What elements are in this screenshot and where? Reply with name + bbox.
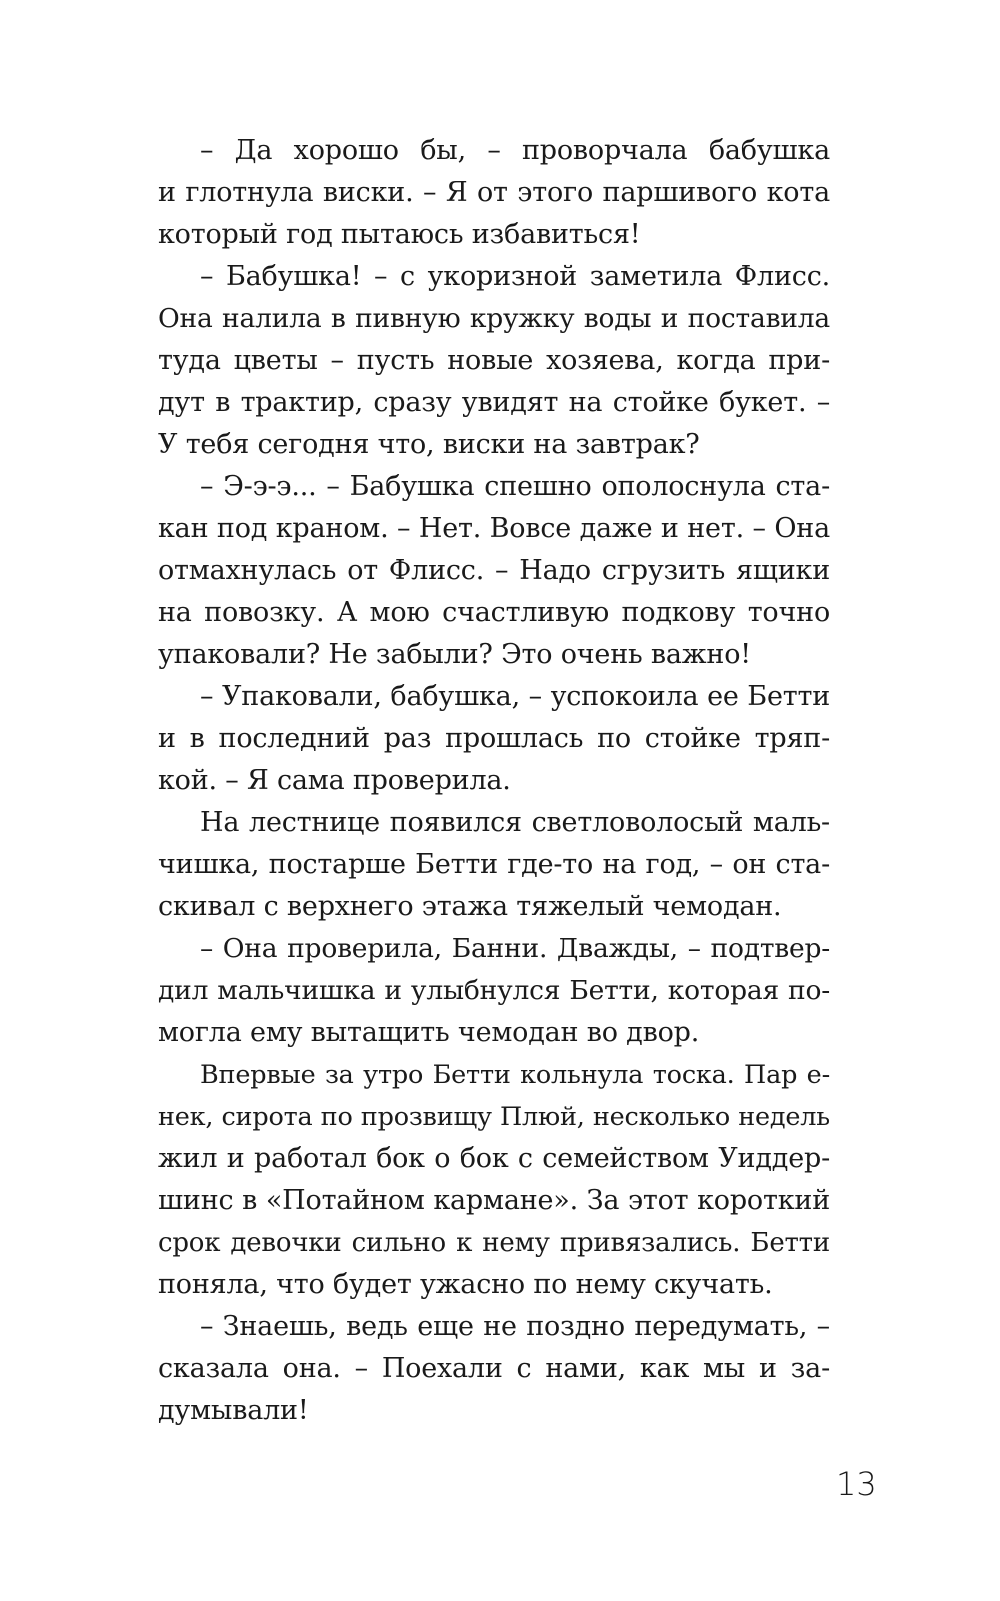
text-line: – Упаковали, бабушка, – успокоила ее Бетти — [200, 681, 830, 712]
text-line: поняла, что будет ужасно по нему скучать. — [158, 1269, 773, 1300]
text-line: жил и работал бок о бок с семейством Уиддер- — [158, 1143, 830, 1174]
text-line: нек, сирота по прозвищу Плюй, несколько недель — [158, 1102, 830, 1132]
text-line: срок девочки сильно к нему привязались. Бетти — [158, 1228, 830, 1258]
text-line: кой. – Я сама проверила. — [158, 765, 511, 796]
text-line: и в последний раз прошлась по стойке тряп- — [158, 723, 830, 754]
text-line: кан под краном. – Нет. Вовсе даже и нет. – Она — [158, 513, 830, 544]
text-line: У тебя сегодня что, виски на завтрак? — [158, 429, 700, 460]
text-line: шинс в «Потайном кармане». За этот короткий — [158, 1185, 830, 1216]
text-line: Она налила в пивную кружку воды и поставила — [158, 303, 830, 334]
text-line: чишка, постарше Бетти где-то на год, – он ста- — [158, 849, 830, 880]
text-line: дил мальчишка и улыбнулся Бетти, которая по- — [158, 975, 830, 1006]
text-line: – Да хорошо бы, – проворчала бабушка — [200, 135, 830, 166]
text-line: и глотнула виски. – Я от этого паршивого кота — [158, 177, 830, 208]
text-line: Впервые за утро Бетти кольнула тоска. Пар е- — [200, 1060, 830, 1090]
text-line: скивал с верхнего этажа тяжелый чемодан. — [158, 891, 782, 922]
text-line: – Э-э-э... – Бабушка спешно ополоснула ста- — [200, 471, 830, 502]
page-number: 13 — [836, 1465, 877, 1503]
text-line: туда цветы – пусть новые хозяева, когда при- — [158, 345, 830, 376]
text-line: – Знаешь, ведь еще не поздно передумать, – — [200, 1311, 830, 1342]
text-line: отмахнулась от Флисс. – Надо сгрузить ящики — [158, 555, 830, 586]
text-line: сказала она. – Поехали с нами, как мы и за- — [158, 1353, 830, 1384]
page-text — [158, 130, 830, 1432]
text-line: дут в трактир, сразу увидят на стойке букет. – — [158, 387, 830, 418]
text-line: на повозку. А мою счастливую подкову точно — [158, 597, 830, 628]
text-line: могла ему вытащить чемодан во двор. — [158, 1017, 700, 1048]
text-line: который год пытаюсь избавиться! — [158, 219, 641, 250]
text-line: – Она проверила, Банни. Дважды, – подтвер- — [200, 933, 830, 964]
text-line: На лестнице появился светловолосый маль- — [200, 807, 830, 838]
text-line: упаковали? Не забыли? Это очень важно! — [158, 639, 751, 670]
text-line: – Бабушка! – с укоризной заметила Флисс. — [200, 261, 830, 292]
text-line: думывали! — [158, 1395, 309, 1426]
